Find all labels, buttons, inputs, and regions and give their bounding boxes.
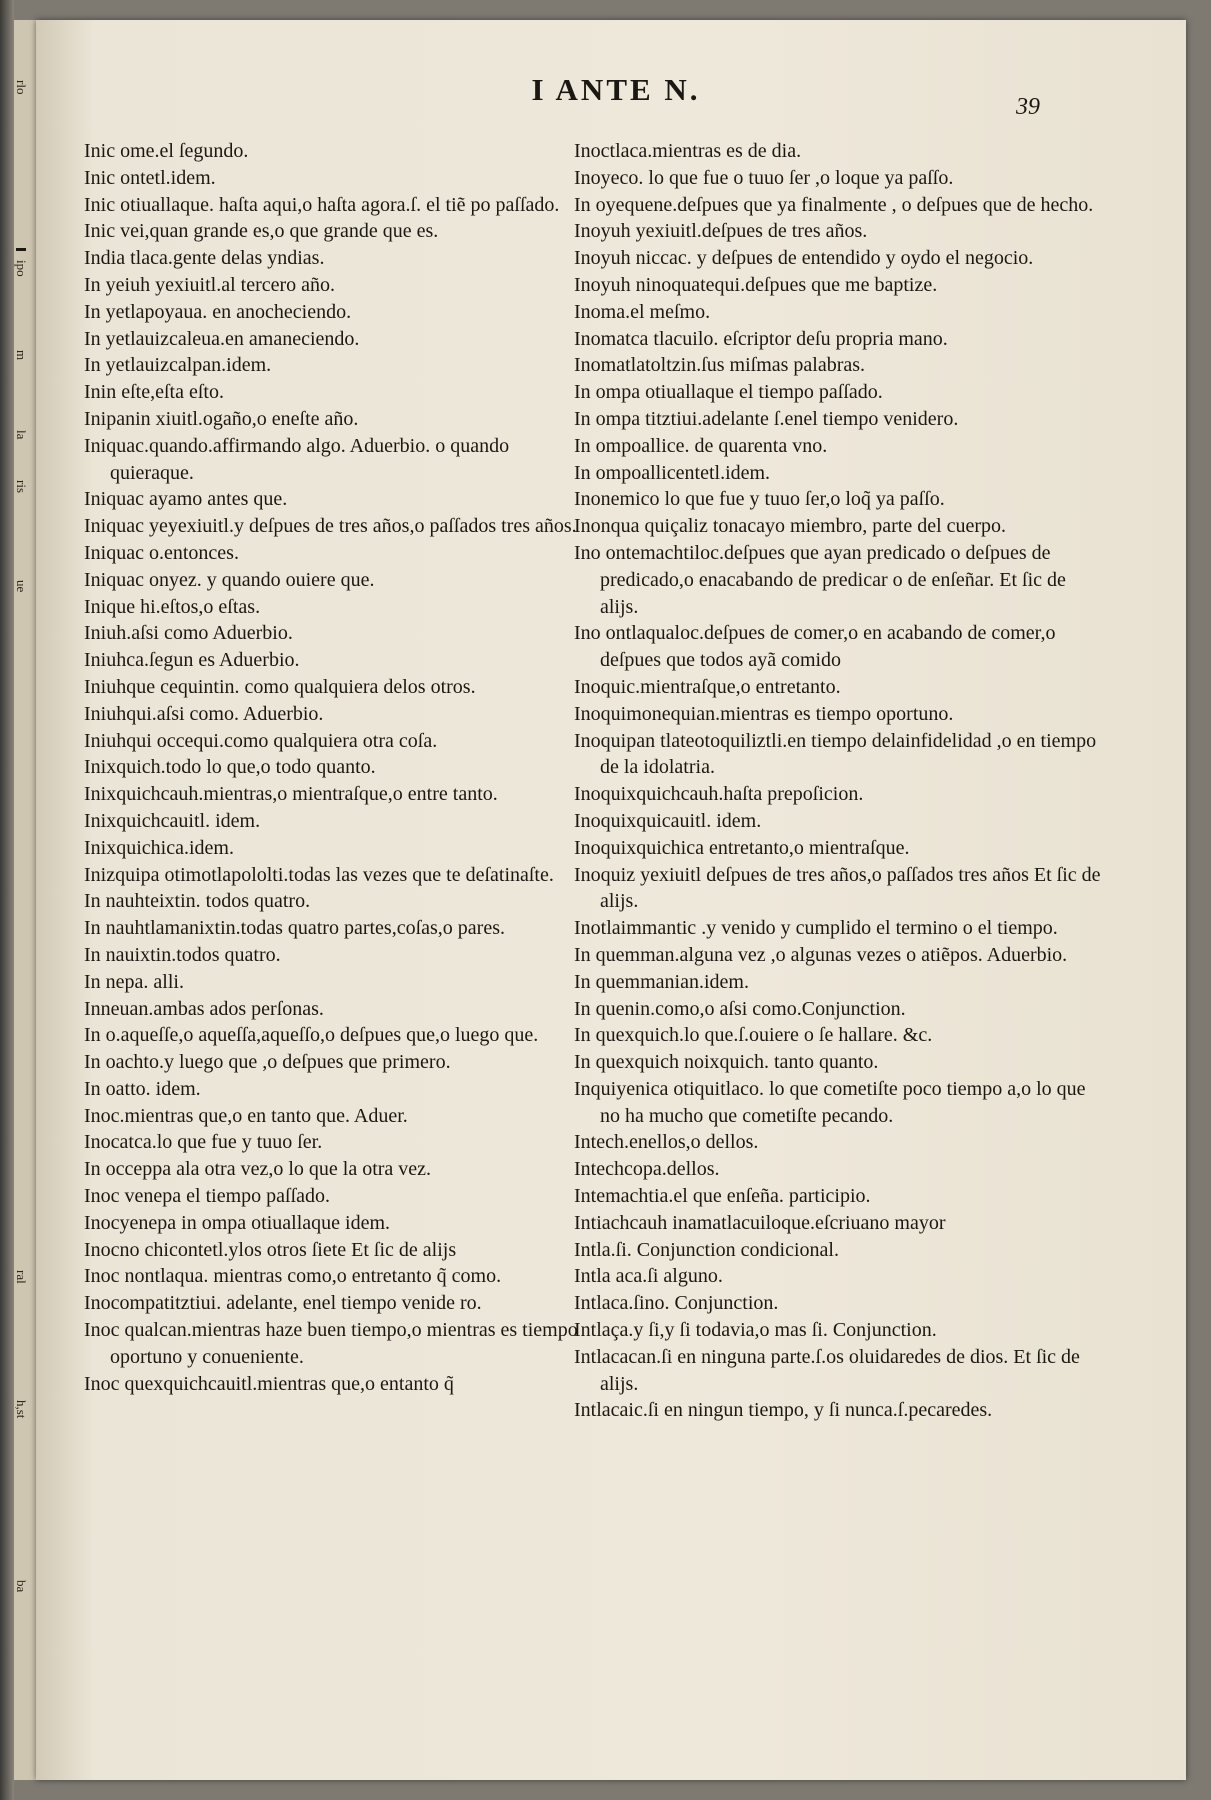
dictionary-entry: Inoc venepa el tiempo paſſado. [84, 1185, 331, 1208]
dictionary-entry: Inizquipa otimotlapololti.todas las vezes que te deſatinaſte. [84, 863, 554, 886]
dictionary-entry: In quenin.como,o aſsi como.Conjunction. [574, 997, 906, 1020]
dictionary-entry: Inomatca tlacuilo. eſcriptor deſu propria mano. [574, 327, 948, 350]
dictionary-entry: Intech.enellos,o dellos. [574, 1131, 759, 1154]
margin-mark [16, 248, 26, 251]
dictionary-entry: Inoyuh ninoquatequi.deſpues que me baptize. [574, 273, 938, 296]
dictionary-entry: Inoquic.mientraſque,o entretanto. [574, 675, 841, 698]
margin-fragment: ral [14, 1270, 29, 1284]
dictionary-entry: In o.aqueſſe,o aqueſſa,aqueſſo,o deſpues que,o luego que. [84, 1024, 539, 1047]
dictionary-entry: Iniquac.quando.affirmando algo. Aduerbio. o quando quieraque. [84, 434, 510, 484]
dictionary-entry: Inic vei,quan grande es,o que grande que es. [84, 220, 439, 243]
page-number: 39 [1016, 94, 1040, 120]
dictionary-entry: Intla aca.ſi alguno. [574, 1265, 723, 1288]
dictionary-entry: Intemachtia.el que enſeña. participio. [574, 1185, 871, 1208]
dictionary-entry: In oatto. idem. [84, 1077, 201, 1100]
dictionary-entry: Inic ontetl.idem. [84, 166, 216, 189]
dictionary-entry: Inoquixquichica entretanto,o mientraſque. [574, 836, 910, 859]
dictionary-entry: Iniuhqui occequi.como qualquiera otra coſa. [84, 729, 438, 752]
dictionary-entry: In ompa otiuallaque el tiempo paſſado. [574, 381, 883, 404]
dictionary-entry: Inoquimonequian.mientras es tiempo oportuno. [574, 702, 954, 725]
margin-fragment: ipo [14, 260, 29, 277]
dictionary-entry: In yetlauizcalpan.idem. [84, 354, 272, 377]
dictionary-entry: Iniquac onyez. y quando ouiere que. [84, 568, 375, 591]
dictionary-entry: In oachto.y luego que ,o deſpues que primero. [84, 1051, 451, 1074]
dictionary-entry: Inoc qualcan.mientras haze buen tiempo,o mientras es tiempo oportuno y conueniente. [84, 1319, 578, 1368]
facing-page-margin [14, 20, 36, 1780]
dictionary-entry: Inoquixquichcauh.haſta prepoſicion. [574, 783, 864, 806]
dictionary-entry: Inixquichcauh.mientras,o mientraſque,o entre tanto. [84, 783, 498, 806]
dictionary-entry: Inipanin xiuitl.ogaño,o eneſte año. [84, 407, 359, 430]
dictionary-entry: In ompa titztiui.adelante ſ.enel tiempo venidero. [574, 407, 959, 430]
dictionary-entry: Inixquich.todo lo que,o todo quanto. [84, 756, 376, 779]
dictionary-entry: In occeppa ala otra vez,o lo que la otra vez. [84, 1158, 432, 1181]
margin-fragment: rlo [14, 80, 29, 95]
dictionary-entry: Inocyenepa in ompa otiuallaque idem. [84, 1211, 391, 1234]
left-column [84, 138, 592, 1397]
dictionary-entry: Inic otiuallaque. haſta aqui,o haſta agora.ſ. el tiẽ po paſſado. [84, 193, 560, 216]
margin-fragment: h,st [14, 1400, 29, 1419]
dictionary-entry: Iniquac yeyexiuitl.y deſpues de tres años,o paſſados tres años. [84, 515, 577, 538]
dictionary-entry: Intla.ſi. Conjunction condicional. [574, 1238, 839, 1261]
dictionary-entry: Inoc quexquichcauitl.mientras que,o entanto q̃ [84, 1372, 454, 1395]
dictionary-entry: In yetlapoyaua. en anocheciendo. [84, 300, 352, 323]
dictionary-entry: In oyequene.deſpues que ya finalmente , o deſpues que de hecho. [574, 193, 1094, 216]
dictionary-entry: Ino ontemachtiloc.deſpues que ayan predicado o deſpues de predicado,o enacabando de predicar o de enſeñar. Et ſic de alijs. [574, 541, 1066, 618]
dictionary-entry: Inocatca.lo que fue y tuuo ſer. [84, 1131, 323, 1154]
dictionary-entry: Inoquipan tlateotoquiliztli.en tiempo delainfidelidad ,o en tiempo de la idolatria. [574, 729, 1097, 779]
dictionary-entry: Ino ontlaqualoc.deſpues de comer,o en acabando de comer,o deſpues que todos ayã comido [574, 622, 1056, 672]
dictionary-entry: Inoc.mientras que,o en tanto que. Aduer. [84, 1104, 408, 1127]
dictionary-entry: Inoquiz yexiuitl deſpues de tres años,o paſſados tres años Et ſic de alijs. [574, 863, 1101, 913]
dictionary-entry: In nauhtlamanixtin.todas quatro partes,coſas,o pares. [84, 917, 505, 940]
dictionary-entry: Inixquichcauitl. idem. [84, 809, 261, 832]
dictionary-entry: Inocompatitztiui. adelante, enel tiempo venide ro. [84, 1292, 482, 1315]
dictionary-entry: India tlaca.gente delas yndias. [84, 247, 325, 270]
dictionary-entry: Intlaça.y ſi,y ſi todavia,o mas ſi. Conjunction. [574, 1319, 937, 1342]
dictionary-entry: In nauixtin.todos quatro. [84, 943, 281, 966]
dictionary-page [36, 20, 1186, 1780]
dictionary-entry: Inquiyenica otiquitlaco. lo que cometiſte poco tiempo a,o lo que no ha mucho que cometiſte pecando. [574, 1077, 1086, 1127]
dictionary-entry: Intechcopa.dellos. [574, 1158, 720, 1181]
margin-fragment: ue [14, 580, 29, 593]
dictionary-entry: Intlacaic.ſi en ningun tiempo, y ſi nunca.ſ.pecaredes. [574, 1399, 993, 1422]
margin-fragment: la [14, 430, 29, 440]
dictionary-entry: Iniuh.aſsi como Aduerbio. [84, 622, 293, 645]
dictionary-entry: Inic ome.el ſegundo. [84, 140, 249, 162]
dictionary-entry: Iniuhqui.aſsi como. Aduerbio. [84, 702, 324, 725]
dictionary-entry: Iniquac o.entonces. [84, 541, 239, 564]
dictionary-entry: Intlaca.ſino. Conjunction. [574, 1292, 779, 1315]
margin-fragment: ba [14, 1580, 29, 1593]
dictionary-entry: In quemman.alguna vez ,o algunas vezes o atiẽpos. Aduerbio. [574, 943, 1068, 966]
dictionary-entry: Iniquac ayamo antes que. [84, 488, 288, 511]
book-spine-edge [0, 0, 14, 1800]
dictionary-entry: In yeiuh yexiuitl.al tercero año. [84, 273, 336, 296]
dictionary-entry: In ompoallicentetl.idem. [574, 461, 771, 484]
dictionary-entry: Inoma.el meſmo. [574, 300, 711, 323]
dictionary-entry: Inoquixquicauitl. idem. [574, 809, 762, 832]
dictionary-entry: Iniuhca.ſegun es Aduerbio. [84, 649, 300, 672]
dictionary-entry: Inocno chicontetl.ylos otros ſiete Et ſic de alijs [84, 1238, 457, 1261]
dictionary-entry: Inoctlaca.mientras es de dia. [574, 140, 802, 162]
dictionary-entry: In nepa. alli. [84, 970, 184, 993]
running-head: I ANTE N. [531, 72, 701, 107]
dictionary-entry: In ompoallice. de quarenta vno. [574, 434, 828, 457]
margin-fragment: m [14, 350, 29, 361]
dictionary-entry: In quexquich.lo que.ſ.ouiere o ſe hallare. &c. [574, 1024, 933, 1047]
margin-fragment: ris [14, 480, 29, 493]
dictionary-entry: In yetlauizcaleua.en amaneciendo. [84, 327, 360, 350]
dictionary-entry: Inoc nontlaqua. mientras como,o entretanto q̃ como. [84, 1265, 502, 1288]
dictionary-entry: Inonemico lo que fue y tuuo ſer,o loq̃ ya paſſo. [574, 488, 945, 511]
dictionary-entry: In quemmanian.idem. [574, 970, 749, 993]
dictionary-entry: In quexquich noixquich. tanto quanto. [574, 1051, 879, 1074]
dictionary-entry: Intlacacan.ſi en ninguna parte.ſ.os oluidaredes de dios. Et ſic de alijs. [574, 1345, 1080, 1395]
dictionary-entry: Inneuan.ambas ados perſonas. [84, 997, 324, 1020]
right-column [574, 138, 1104, 1424]
dictionary-entry: Inixquichica.idem. [84, 836, 234, 859]
dictionary-entry: Intiachcauh inamatlacuiloque.eſcriuano mayor [574, 1211, 946, 1234]
dictionary-entry: Inomatlatoltzin.ſus miſmas palabras. [574, 354, 866, 377]
dictionary-entry: Inonqua quiçaliz tonacayo miembro, parte del cuerpo. [574, 515, 1007, 538]
dictionary-entry: Inin eſte,eſta eſto. [84, 381, 224, 404]
dictionary-entry: In nauhteixtin. todos quatro. [84, 890, 311, 913]
dictionary-entry: Inoyeco. lo que fue o tuuo ſer ,o loque ya paſſo. [574, 166, 954, 189]
dictionary-entry: Inoyuh yexiuitl.deſpues de tres años. [574, 220, 868, 243]
dictionary-entry: Inique hi.eſtos,o eſtas. [84, 595, 261, 618]
dictionary-entry: Inotlaimmantic .y venido y cumplido el termino o el tiempo. [574, 917, 1058, 940]
dictionary-entry: Iniuhque cequintin. como qualquiera delos otros. [84, 675, 476, 698]
dictionary-entry: Inoyuh niccac. y deſpues de entendido y oydo el negocio. [574, 247, 1034, 270]
